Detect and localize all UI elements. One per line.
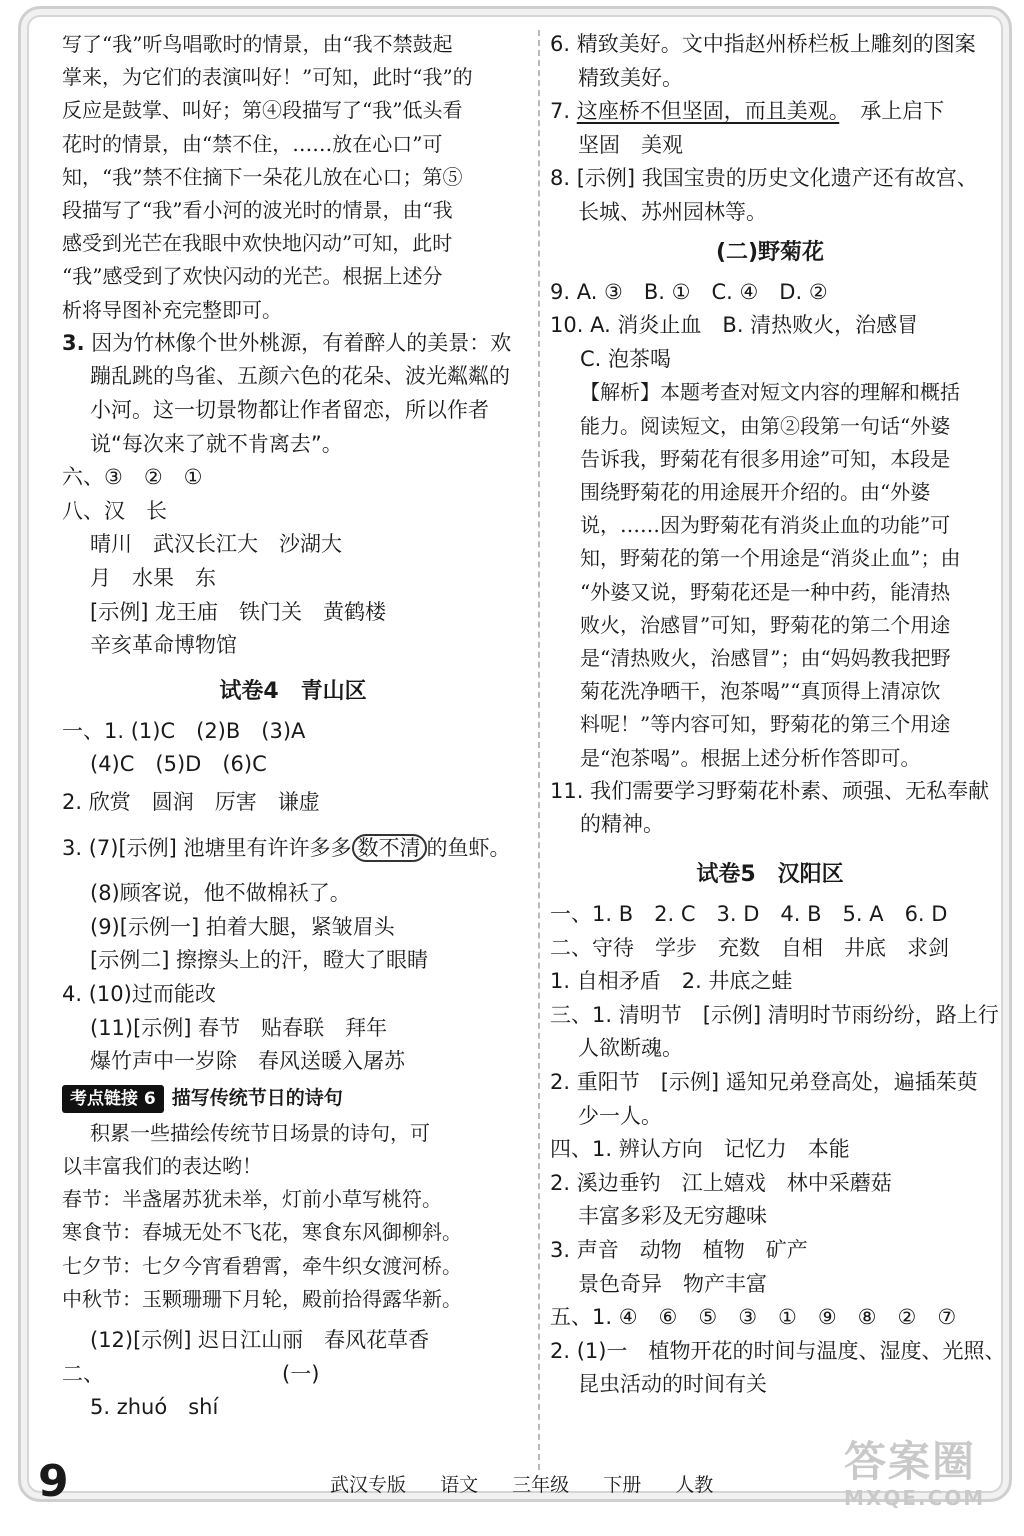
s4-q5: 5. zhuó shí: [90, 1395, 219, 1420]
s5-line: 1. 自相矛盾 2. 井底之蛙: [550, 969, 793, 994]
s5-line: 2. 溪边垂钓 江上嬉戏 林中采蘑菇: [550, 1170, 892, 1195]
analysis-text: 【解析】本题考查对短文内容的理解和概括: [580, 380, 960, 405]
knowledge-link-badge: 考点链接 6: [62, 1085, 164, 1113]
watermark-url: MXQE.COM: [844, 1486, 986, 1510]
q11-answer: 11. 我们需要学习野菊花朴素、顽强、无私奉献: [550, 778, 990, 803]
s5-line: 三、1. 清明节 [示例] 清明时节雨纷纷，路上行: [550, 1002, 999, 1027]
s4-q3: 3. (7)[示例] 池塘里有许许多多 数不清 的鱼虾。: [62, 835, 511, 860]
q3-answer-line: 蹦乱跳的鸟雀、五颜六色的花朵、波光粼粼的: [90, 364, 510, 389]
knowledge-link-text: 以丰富我们的表达哟！: [62, 1153, 262, 1178]
poem-line: 七夕节：七夕今宵看碧霄，牵牛织女渡河桥。: [62, 1253, 462, 1278]
q6-answer: 6. 精致美好。文中指赵州桥栏板上雕刻的图案: [550, 32, 976, 56]
s5-line: 一、1. B 2. C 3. D 4. B 5. A 6. D: [550, 901, 948, 926]
s4-q4-11: (11)[示例] 春节 贴春联 拜年: [90, 1015, 388, 1040]
s4-q4-11b: 爆竹声中一岁除 春风送暖入屠苏: [90, 1049, 405, 1074]
q7-answer: 7. 这座桥不但坚固，而且美观。 承上启下: [550, 99, 945, 124]
analysis-text: 围绕野菊花的用途展开介绍的。由“外婆: [580, 479, 931, 504]
left-column: [62, 28, 524, 1425]
s4-q1: 一、1. (1)C (2)B (3)A: [62, 718, 306, 743]
page-number: 9: [38, 1456, 69, 1507]
section-eight-line: 晴川 武汉长江大 沙湖大: [90, 532, 342, 557]
watermark-logo: [844, 1438, 994, 1518]
knowledge-link-header: 考点链接 6 描写传统节日的诗句: [62, 1079, 524, 1117]
s5-line: 少一人。: [578, 1103, 662, 1128]
footer-publisher: 人教: [675, 1474, 714, 1496]
s5-line: 二、守待 学步 充数 自相 井底 求剑: [550, 935, 949, 960]
knowledge-link-text: 积累一些描绘传统节日场景的诗句，可: [90, 1120, 430, 1145]
q8-answer: 8. [示例] 我国宝贵的历史文化遗产还有故宫、: [550, 166, 978, 191]
s5-line: 昆虫活动的时间有关: [578, 1372, 767, 1397]
answer-text: 段描写了“我”看小河的波光时的情景，由“我: [62, 198, 453, 223]
answer-text: 知，“我”禁不住摘下一朵花儿放在心口；第⑤: [62, 164, 463, 189]
q3-answer-line: 小河。这一切景物都让作者留恋，所以作者: [90, 398, 489, 423]
s4-q2: 2. 欣赏 圆润 厉害 谦虚: [62, 789, 320, 814]
section-eight-line: 辛亥革命博物馆: [90, 633, 237, 658]
poem-line: 寒食节：春城无处不飞花，寒食东风御柳斜。: [62, 1220, 462, 1245]
s5-line: 丰富多彩及无穷趣味: [578, 1204, 767, 1229]
s4-q4: 4. (10)过而能改: [62, 981, 216, 1006]
watermark-text: 答案圈: [844, 1437, 977, 1486]
q8-answer-cont: 长城、苏州园林等。: [578, 199, 767, 224]
q10-answer: 10. A. 消炎止血 B. 清热败火，治感冒: [550, 313, 919, 338]
poem-line: 中秋节：玉颗珊珊下月轮，殿前拾得露华新。: [62, 1286, 462, 1311]
q10-answer-cont: C. 泡茶喝: [580, 346, 672, 371]
analysis-text: 说，……因为野菊花有消炎止血的功能”可: [580, 513, 951, 538]
q3-answer: 3. 因为竹林像个世外桃源，有着醉人的美景：欢: [62, 330, 512, 355]
section-title-5: 试卷5 汉阳区: [696, 861, 844, 887]
underlined-sentence: 这座桥不但坚固，而且美观。: [576, 99, 840, 124]
footer-subject: 语文: [440, 1474, 479, 1496]
circled-word: 数不清: [352, 834, 427, 862]
q6-answer-cont: 精致美好。: [578, 65, 683, 90]
right-column: [550, 28, 1006, 1402]
s5-line: 人欲断魂。: [578, 1036, 683, 1061]
section-eight-answer: 八、汉 长: [62, 498, 167, 523]
s5-line: 2. 重阳节 [示例] 遥知兄弟登高处，遍插茱萸: [550, 1069, 978, 1094]
section-eight-line: [示例] 龙王庙 铁门关 黄鹤楼: [90, 599, 387, 624]
answer-text: “我”感受到了欢快闪动的光芒。根据上述分: [62, 264, 443, 289]
s4-q4-12: (12)[示例] 迟日江山丽 春风花草香: [90, 1327, 430, 1352]
poem-line: 春节：半盏屠苏犹未举，灯前小草写桃符。: [62, 1187, 442, 1212]
footer-volume: 下册: [603, 1474, 642, 1496]
analysis-text: 是“清热败火，治感冒”；由“妈妈教我把野: [580, 645, 951, 670]
subsection-title: (二)野菊花: [715, 239, 825, 265]
analysis-text: “外婆又说，野菊花还是一种中药，能清热: [580, 579, 951, 604]
analysis-text: 能力。阅读短文，由第②段第一句话“外婆: [580, 413, 951, 438]
s5-line: 景色奇异 物产丰富: [578, 1271, 767, 1296]
q11-answer-cont: 的精神。: [580, 812, 664, 837]
section-title-4: 试卷4 青山区: [219, 678, 367, 704]
analysis-text: 是“泡茶喝”。根据上述分析作答即可。: [580, 745, 921, 770]
analysis-text: 告诉我，野菊花有很多用途”可知，本段是: [580, 446, 951, 471]
s4-q3-8: (8)顾客说，他不做棉袄了。: [90, 881, 351, 906]
answer-text: 花时的情景，由“禁不住，……放在心口”可: [62, 131, 443, 156]
analysis-text: 料呢！”等内容可知，野菊花的第三个用途: [580, 712, 951, 737]
analysis-text: 知，野菊花的第一个用途是“消炎止血”；由: [580, 546, 961, 571]
s4-q1-cont: (4)C (5)D (6)C: [90, 752, 267, 777]
footer-grade: 三年级: [512, 1474, 570, 1496]
analysis-text: 菊花洗净晒干，泡茶喝”“真顶得上清凉饮: [580, 679, 941, 704]
s4-q3-9: (9)[示例一] 拍着大腿，紧皱眉头: [90, 914, 395, 939]
s5-line: 3. 声音 动物 植物 矿产: [550, 1237, 808, 1262]
footer-edition: 武汉专版: [330, 1474, 407, 1496]
section-two-header: 二、 (一): [62, 1361, 320, 1386]
answer-text: 写了“我”听鸟唱歌时的情景，由“我不禁鼓起: [62, 32, 453, 56]
s5-line: 2. (1)一 植物开花的时间与温度、湿度、光照、: [550, 1338, 1006, 1363]
answer-text: 析将导图补充完整即可。: [62, 297, 282, 322]
section-six-answer: 六、③ ② ①: [62, 465, 203, 490]
answer-text: 感受到光芒在我眼中欢快地闪动”可知，此时: [62, 231, 453, 256]
s4-q3-9b: [示例二] 擦擦头上的汗，瞪大了眼睛: [90, 948, 429, 973]
s5-line: 四、1. 辨认方向 记忆力 本能: [550, 1137, 850, 1162]
q3-answer-line: 说“每次来了就不肯离去”。: [90, 431, 343, 456]
analysis-text: 败火，治感冒”可知，野菊花的第二个用途: [580, 612, 951, 637]
footer-info: [330, 1470, 741, 1497]
q9-answer: 9. A. ③ B. ① C. ④ D. ②: [550, 279, 828, 304]
q7-answer-cont: 坚固 美观: [578, 132, 683, 157]
section-eight-line: 月 水果 东: [90, 565, 216, 590]
answer-text: 掌来，为它们的表演叫好！”可知，此时“我”的: [62, 65, 473, 90]
s5-line: 五、1. ④ ⑥ ⑤ ③ ① ⑨ ⑧ ② ⑦: [550, 1305, 957, 1330]
column-divider: [538, 30, 540, 1470]
answer-text: 反应是鼓掌、叫好；第④段描写了“我”低头看: [62, 98, 463, 123]
